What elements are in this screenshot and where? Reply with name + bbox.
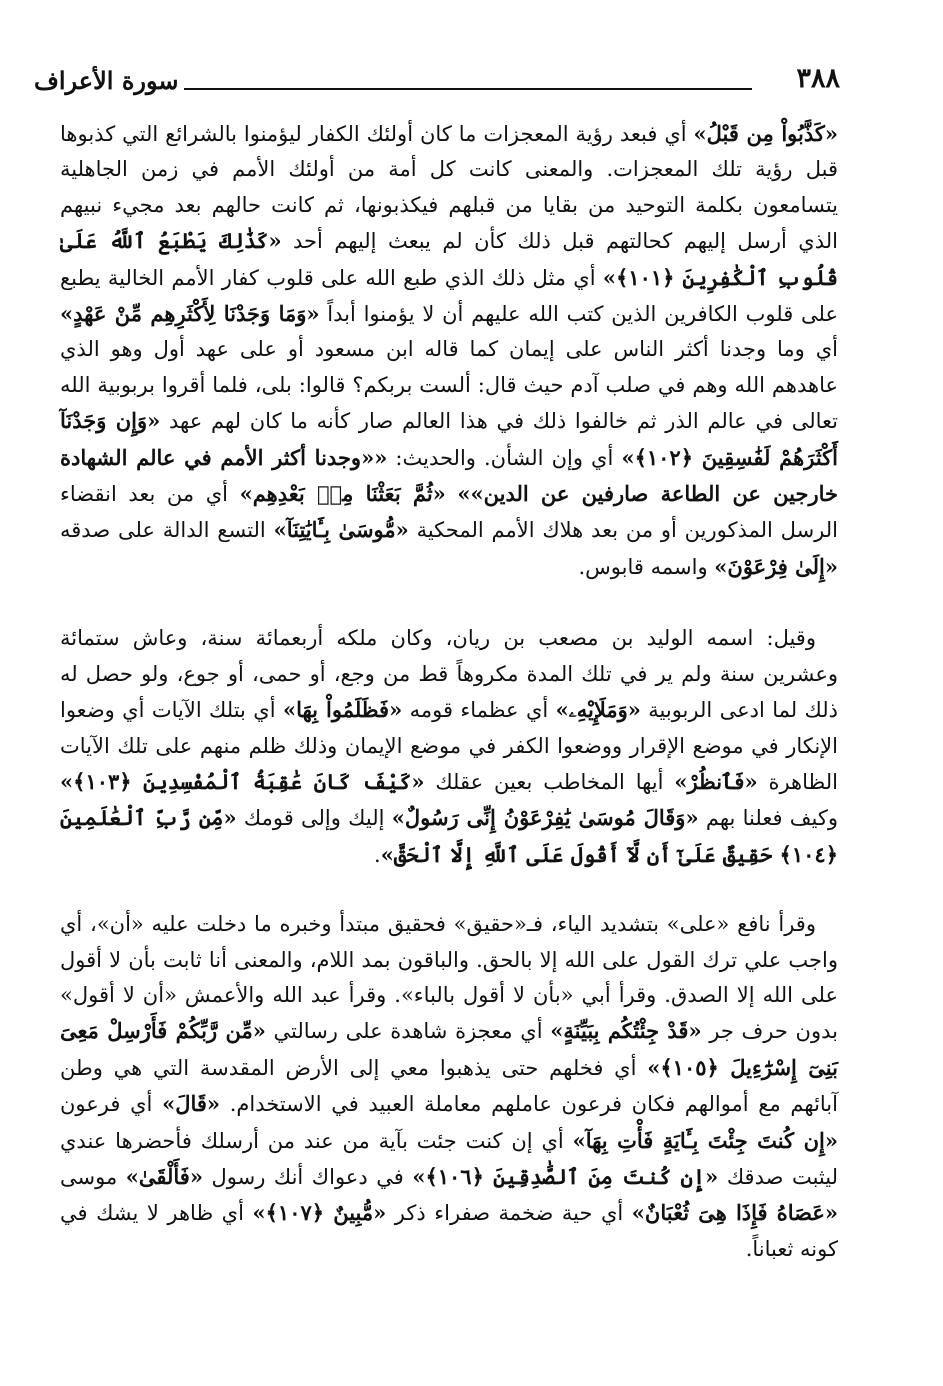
quran-quote: «قَدْ جِئْتُكُم بِبَيِّنَةٍ» [550,1018,702,1044]
commentary-text: أي فخلهم حتى يذهبوا معي إلى الأرض المقدسة التي هي وطن آبائهم مع أموالهم فكان فرعون عاملهم معاملة العبيد في الاستخدام. [60,1055,838,1117]
quran-quote: «كَذَٰلِكَ يَطْبَعُ ٱللَّهُ عَلَىٰ قُلُوبِ ٱلْكَٰفِرِينَ ﴿١٠١﴾» [60,228,838,290]
commentary-text: . [374,842,381,867]
surah-title: سورة الأعراف [34,66,179,95]
commentary-text: أي مثل ذلك الذي طبع الله على قلوب كفار الأمم الخالية يطبع على قلوب الكافرين الذين كتب الله عليهم أن لا يؤمنوا أبداً [60,265,838,327]
quran-quote: «إِن كُنتَ مِنَ ٱلصَّٰدِقِينَ ﴿١٠٦﴾» [412,1163,719,1189]
paragraph-gap [60,873,838,907]
commentary-text: وقرأ نافع «على» بتشديد الياء، فـ«حقيق» فحقيق مبتدأ وخبره ما دخلت عليه «أن»، أي واجب علي ترك القول على الله إلا بالحق. والباقون بمد اللام، والمعنى أنا ثابت بأن لا أقول على الله إلا الصدق. وقرأ أبي «بأن لا أقول بالباء». وقرأ عبد الله والأعمش «أن لا أقول» بدون حرف جر [60,912,838,1044]
commentary-text: التسع الدالة على صدقه [60,518,274,543]
commentary-text: في دعواك أنك رسول [202,1164,413,1189]
header-rule [184,88,752,90]
commentary-text: أيها المخاطب بعين عقلك [424,769,675,794]
quran-quote: «فَظَلَمُواْ بِهَا» [282,697,403,723]
quran-quote: «قَالَ» [162,1091,221,1117]
quran-quote: «فَٱنظُرْ» [674,768,758,794]
quran-quote: «كَيْفَ كَانَ عَٰقِبَةُ ٱلْمُفْسِدِينَ ﴿١٠٣﴾» [60,768,425,794]
quran-quote: «مِّن رَّبِّكُمْ فَأَرْسِلْ مَعِىَ بَنِىٓ إِسْرَٰٓءِيلَ ﴿١٠٥﴾» [60,1018,838,1080]
commentary-text: واسمه قابوس. [578,554,715,579]
page-number: ٣٨٨ [796,63,840,94]
commentary-text: أي ظاهر لا يشك في كونه ثعباناً. [60,1201,838,1261]
paragraph [60,907,838,1267]
commentary-text: أي عظماء قومه [402,698,556,723]
commentary-text: أي معجزة شاهدة على رسالتي [265,1019,551,1044]
commentary-text: أي وما وجدنا أكثر الناس على إيمان كما قاله ابن مسعود أو على عهد أول وهو الذي عاهدهم الله وهم في صلب آدم حيث قال: ألست بربكم؟ قالوا: بلى، فلما أقروا بربوبية الله تعالى في عالم الذر ثم خالفوا ذلك في هذا العالم صار كأنه ما كان لهم عهد [60,337,838,434]
commentary-text [446,482,458,506]
page-header [34,62,840,102]
quran-quote: «وَقَالَ مُوسَىٰ يَٰفِرْعَوْنُ إِنِّى رَسُولٌ» [391,805,699,831]
quran-quote: «كَذَّبُواْ مِن قَبْلُ» [693,121,838,146]
quran-quote: «إِلَىٰ فِرْعَوْنَ» [714,553,838,579]
quran-quote: ««وجدنا أكثر الأمم في عالم الشهادة خارجين عن الطاعة صارفين عن الدين»» [60,444,838,507]
commentary-text: أي فرعون [60,1092,163,1117]
quran-quote: «مُّوسَىٰ بِـَٔايَٰتِنَآ» [273,517,409,543]
commentary-text: أي إن كنت جئت بآية من عند من أرسلك فأحضرها عندي ليثبت صدقك [60,1128,838,1189]
quran-quote: «عَصَاهُ فَإِذَا هِىَ ثُعْبَانٌ» [631,1200,838,1226]
commentary-text: وكيف فعلنا بهم [698,806,838,831]
body-text [60,116,838,1267]
commentary-text: أي وإن الشأن. والحديث: [387,445,622,470]
quran-quote: «مُّبِينٌ ﴿١٠٧﴾» [252,1200,387,1226]
paragraph [60,621,838,873]
paragraph [60,116,838,585]
paragraph-gap [60,585,838,621]
commentary-text: وقيل: اسمه الوليد بن مصعب بن ريان، وكان ملكه أربعمائة سنة، وعاش ستمائة وعشرين سنة ولم ير في تلك المدة مكروهاً قط من وجع، أو حمى، أو جوع، ولو حصل له ذلك لما ادعى الربوبية [60,626,838,723]
quran-quote: «وَمَلَإِيْهِۦ» [555,697,641,723]
commentary-text: أي فبعد رؤية المعجزات ما كان أولئك الكفار ليؤمنوا بالشرائع التي كذبوها قبل رؤية تلك المعجزات. والمعنى كانت كل أمة من أولئك الأمم في زمن الجاهلية يتسامعون بكلمة التوحيد من بقايا من قبلهم فيكذبونها، ثم كانت حالهم بعد مجيء نبيهم الذي أرسل إليهم كحالتهم قبل ذلك كأن لم يبعث إليهم أحد [60,122,838,254]
commentary-text: موسى [60,1164,126,1189]
commentary-text: أي بتلك الآيات أي وضعوا الإنكار في موضع الإقرار ووضعوا الكفر في موضع الإيمان وذلك ظلم منهم على تلك الآيات الظاهرة [60,698,838,794]
commentary-text: أي من بعد انقضاء الرسل المذكورين أو من بعد هلاك الأمم المحكية [60,482,838,543]
commentary-text: إليك وإلى قومك [236,806,392,831]
quran-quote: «مِّن رَّبِّ ٱلْعَٰلَمِينَ ﴿١٠٤﴾ حَقِيقٌ عَلَىٰٓ أَن لَّآ أَقُولَ عَلَى ٱللَّهِ إِلَّا ٱلْحَقَّ» [60,805,838,867]
quran-quote: «وَإِن وَجَدْنَآ أَكْثَرَهُمْ لَفَٰسِقِينَ ﴿١٠٢﴾» [60,408,838,470]
quran-quote: «وَمَا وَجَدْنَا لِأَكْثَرِهِم مِّنْ عَهْدٍ» [60,301,320,327]
commentary-text: أي حية ضخمة صفراء ذكر [386,1201,632,1226]
quran-quote: «ثُمَّ بَعَثْنَا مِنۢ بَعْدِهِم» [239,481,446,507]
quran-quote: «فَأَلْقَىٰ» [125,1163,203,1189]
quran-quote: «إِن كُنتَ جِئْتَ بِـَٔايَةٍ فَأْتِ بِهَآ» [572,1127,838,1153]
